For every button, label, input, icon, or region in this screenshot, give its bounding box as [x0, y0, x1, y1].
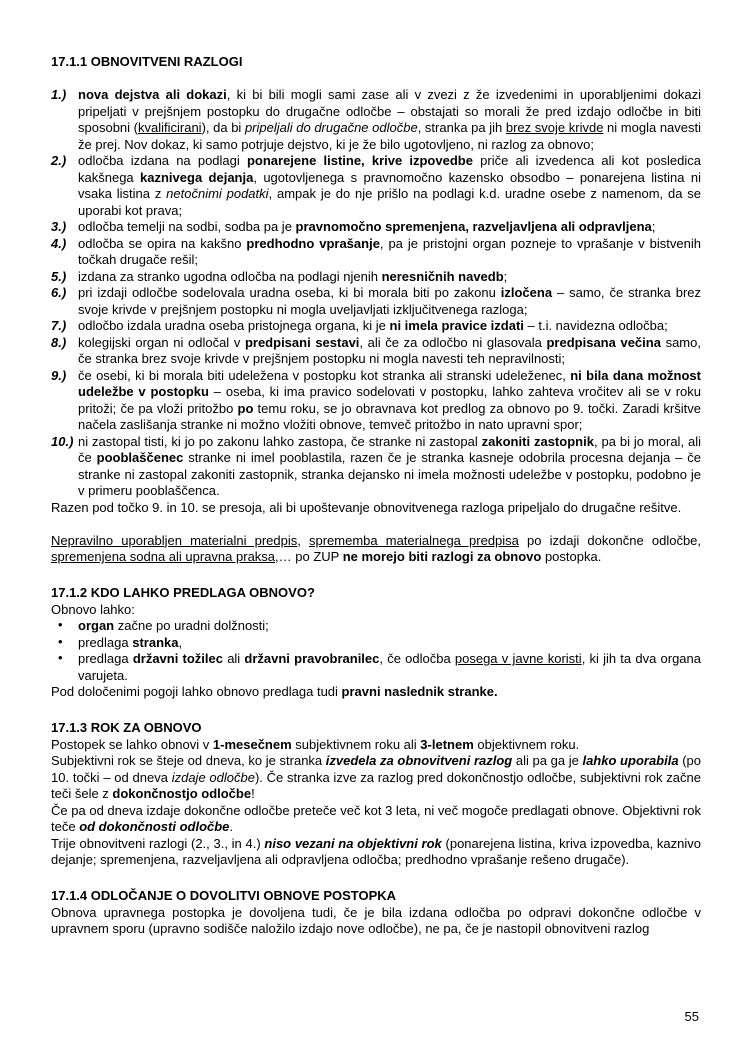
section-heading: 17.1.1 OBNOVITVENI RAZLOGI: [51, 54, 243, 69]
text-run: državni pravobranilec: [244, 651, 380, 666]
text-run: odločba se opira na kakšno: [78, 235, 247, 251]
text-run: Razen pod točko 9. in 10. se presoja, ali bi upoštevanje obnovitvenega razloga pripeljalo do drugačne rešitve.: [51, 499, 682, 515]
item-number: 8.): [51, 334, 67, 350]
item-number: 7.): [51, 318, 67, 333]
spacer: [51, 566, 701, 583]
text-run: stranke ni imel pooblastila, razen če je stranka kasneje odobrila procesna dejanja – če stranke ni zastopal zakoniti zastopnik, stranka dejansko ni imela možnosti udeležbe v postopku, podobno je v primeru pooblaščenca.: [78, 450, 701, 498]
text-run: ponarejene listine, krive izpovedbe: [246, 153, 473, 168]
text-run: predlaga: [78, 651, 133, 666]
text-run: spremenjena sodna ali upravna praksa: [51, 549, 276, 564]
paragraph: [51, 836, 701, 869]
text-run: postopka.: [541, 549, 602, 564]
item-number: 3.): [51, 219, 67, 234]
text-run: odločba izdana na podlagi: [78, 153, 247, 168]
numbered-item: [51, 236, 701, 269]
text-run: po izdaji dokončne odločbe,: [518, 532, 702, 548]
text-run: pooblaščenec: [96, 450, 184, 465]
text-run: začne po uradni dolžnosti;: [114, 618, 269, 633]
section-heading: 17.1.3 ROK ZA OBNOVO: [51, 720, 202, 735]
text-run: ,: [178, 634, 183, 650]
paragraph: [51, 602, 701, 619]
numbered-item: [51, 368, 701, 434]
text-run: ,: [297, 532, 309, 548]
text-run: ni imela pravice izdati: [389, 318, 524, 333]
text-run: (ponarejena listina, kriva izpovedba, kaznivo dejanje; spremenjena, razveljavljena ali odpravljena odločba; predhodno vprašanje rešeno drugače).: [51, 835, 702, 867]
text-run: !: [251, 786, 255, 801]
text-run: Pod določenimi pogoji lahko obnovo predlaga tudi: [51, 684, 342, 699]
text-run: netočnimi podatki: [166, 186, 269, 201]
text-run: kvalificirani: [137, 120, 202, 135]
text-run: ;: [503, 268, 508, 284]
text-run: , ugotovljenega s pravnomočno kazensko obsodbo – ponarejena listina ni vsaka listina z: [78, 169, 701, 201]
bullet-icon: •: [58, 650, 63, 665]
spacer: [51, 869, 701, 886]
spacer: [51, 71, 701, 88]
text-run: pripeljali do drugačne odločbe: [244, 120, 418, 135]
text-run: neresničnih navedb: [381, 268, 504, 284]
text-run: Subjektivni rok se šteje od dneva, ko je stranka: [51, 753, 326, 768]
text-run: – t.i. navidezna odločba;: [523, 318, 668, 333]
paragraph: [51, 533, 701, 566]
text-run: ni mogla navesti že prej. Nov dokaz, ki samo potrjuje dejstvo, ki je že bilo ugotovljeno, ni razlog za obnovo;: [78, 120, 702, 152]
text-run: predpisana večina: [546, 334, 661, 350]
text-run: ;: [651, 219, 656, 234]
paragraph: [51, 803, 701, 836]
text-run: ). Če stranka izve za razlog pred dokončnostjo odločbe, subjektivni rok začne teči šele z: [51, 769, 701, 801]
text-run: predpisani sestavi: [244, 334, 360, 350]
text-run: izvedela za obnovitveni razlog: [325, 753, 513, 768]
numbered-item: [51, 87, 701, 153]
section-heading: 17.1.2 KDO LAHKO PREDLAGA OBNOVO?: [51, 585, 315, 600]
text-run: lahko uporabila: [582, 753, 679, 768]
text-run: temu roku, se jo obravnava kot predlog za obnovo po 9. točki. Zaradi kršitve načela zaslišanja stranke ni možno vložiti obnove, temveč pritožbo in nato upravni spor;: [78, 400, 701, 432]
item-number: 2.): [51, 153, 67, 168]
bullet-item: [51, 635, 701, 652]
numbered-item: [51, 153, 701, 219]
text-run: pravnomočno spremenjena, razveljavljena ali odpravljena: [295, 219, 652, 234]
text-run: ,… po ZUP: [275, 549, 343, 564]
numbered-item: [51, 335, 701, 368]
text-run: predlaga: [78, 634, 133, 650]
text-run: samo, če stranka brez svoje krivde v prejšnjem postopku ni mogla navesti teh nepravilnosti;: [78, 334, 701, 366]
text-run: ni bila dana možnost udeležbe v postopku: [78, 367, 701, 399]
text-run: izločena: [500, 285, 553, 300]
bullet-item: [51, 618, 701, 635]
bullet-icon: •: [58, 633, 63, 649]
text-run: odločba temelji na sodbi, sodba pa je: [78, 219, 296, 234]
text-run: ne morejo biti razlogi za obnovo: [342, 549, 542, 564]
text-run: kolegijski organ ni odločal v: [78, 334, 245, 350]
paragraph: [51, 737, 701, 754]
text-run: subjektivnem roku ali: [291, 736, 421, 752]
numbered-item: [51, 219, 701, 236]
text-run: Trije obnovitveni razlogi (2., 3., in 4.): [51, 835, 265, 851]
text-run: brez svoje krivde: [505, 120, 604, 135]
text-run: stranka: [132, 634, 179, 650]
spacer: [51, 701, 701, 718]
text-run: 3-letnem: [420, 736, 474, 752]
text-run: – oseba, ki ima pravico sodelovati v postopku, lahko zahteva vročitev ali se v roku pritoži; če pa vloži pritožbo: [78, 384, 701, 416]
text-run: kaznivega dejanja: [140, 169, 254, 185]
numbered-item: [51, 318, 701, 335]
text-run: objektivnem roku.: [473, 736, 580, 752]
item-number: 5.): [51, 268, 67, 284]
item-number: 9.): [51, 367, 67, 383]
section-heading: 17.1.4 ODLOČANJE O DOVOLITVI OBNOVE POSTOPKA: [51, 888, 397, 903]
text-run: , pa bi jo moral, ali če: [78, 433, 701, 465]
text-run: ali pa ga je: [512, 753, 583, 768]
text-run: sprememba materialnega predpisa: [308, 532, 519, 548]
text-run: , stranka pa jih: [417, 120, 506, 135]
text-run: – samo, če stranka brez svoje krivde v prejšnjem postopku ni mogla uveljavljati izključitvenega razloga;: [78, 285, 702, 317]
text-run: 1-mesečnem: [212, 736, 292, 752]
text-run: ali: [222, 651, 245, 666]
text-run: Obnova upravnega postopka je dovoljena tudi, če je bila izdana odločba po odpravi dokončne odločbe v upravnem sporu (upravno sodišče naložilo izdajo nove odločbe), ne pa, če je nastopil obnovitveni razlog: [51, 904, 701, 936]
paragraph: [51, 500, 701, 517]
text-run: ni zastopal tisti, ki jo po zakonu lahko zastopa, če stranke ni zastopal: [78, 433, 482, 449]
bullet-item: [51, 651, 701, 684]
text-run: dokončnostjo odločbe: [112, 786, 252, 801]
text-run: izdaje odločbe: [171, 769, 255, 785]
page-number: 55: [684, 1008, 699, 1024]
text-run: odločbo izdala uradna oseba pristojnega organa, ki je: [78, 318, 390, 333]
text-run: niso vezani na objektivni rok: [264, 835, 442, 851]
text-run: pravni naslednik stranke.: [341, 684, 498, 699]
item-number: 10.): [51, 433, 74, 449]
text-run: Postopek se lahko obnovi v: [51, 736, 213, 752]
numbered-item: [51, 434, 701, 500]
text-run: , ki bi bili mogli sami zase ali v zvezi z že izvedenimi in uporabljenimi dokazi pripeljati v prejšnjem postopku do drugačne odločbe – obstajati so morali že pred izdajo odločbe in biti sposobni (: [78, 87, 701, 135]
item-number: 4.): [51, 235, 67, 251]
text-run: Nepravilno uporabljen materialni predpis: [51, 532, 298, 548]
text-run: Če pa od dneva izdaje dokončne odločbe preteče več kot 3 leta, ni več mogoče predlagati obnove. Objektivni rok teče: [51, 802, 701, 834]
text-run: , ali če za odločbo ni glasovala: [359, 334, 547, 350]
item-number: 6.): [51, 285, 67, 300]
spacer: [51, 516, 701, 533]
document-body: [51, 51, 701, 938]
bullet-icon: •: [58, 617, 63, 632]
paragraph: [51, 684, 701, 701]
paragraph: [51, 753, 701, 803]
text-run: državni tožilec: [132, 651, 223, 666]
text-run: predhodno vprašanje: [246, 235, 380, 251]
text-run: posega v javne koristi: [454, 651, 582, 666]
text-run: pri izdaji odločbe sodelovala uradna oseba, ki bi morala biti po zakonu: [78, 285, 501, 300]
text-run: od dokončnosti odločbe: [79, 819, 230, 834]
numbered-item: [51, 285, 701, 318]
text-run: če osebi, ki bi morala biti udeležena v postopku kot stranka ali stranski udeleženec,: [78, 367, 571, 383]
text-run: , če odločba: [379, 651, 455, 666]
text-run: , ampak je do nje prišlo na podlagi k.d. uradne osebe z namenom, da se uporabi kot prava;: [78, 186, 701, 218]
paragraph: [51, 905, 701, 938]
text-run: Obnovo lahko:: [51, 601, 135, 617]
text-run: nova dejstva ali dokazi: [78, 87, 227, 102]
text-run: (po 10. točki – od dneva: [51, 753, 702, 785]
text-run: organ: [78, 618, 115, 633]
text-run: .: [229, 819, 234, 834]
text-run: priče ali izvedenca ali kot posledica kakšnega: [78, 153, 702, 185]
text-run: zakoniti zastopnik: [481, 433, 594, 449]
text-run: , ki jih ta dva organa varujeta.: [78, 651, 701, 683]
item-number: 1.): [51, 87, 67, 102]
text-run: izdana za stranko ugodna odločba na podlagi njenih: [78, 268, 382, 284]
text-run: ), da bi: [201, 120, 245, 135]
text-run: po: [237, 400, 254, 416]
text-run: , pa je pristojni organ pozneje to vprašanje v bistvenih točkah drugače rešil;: [78, 235, 701, 267]
numbered-item: [51, 269, 701, 286]
